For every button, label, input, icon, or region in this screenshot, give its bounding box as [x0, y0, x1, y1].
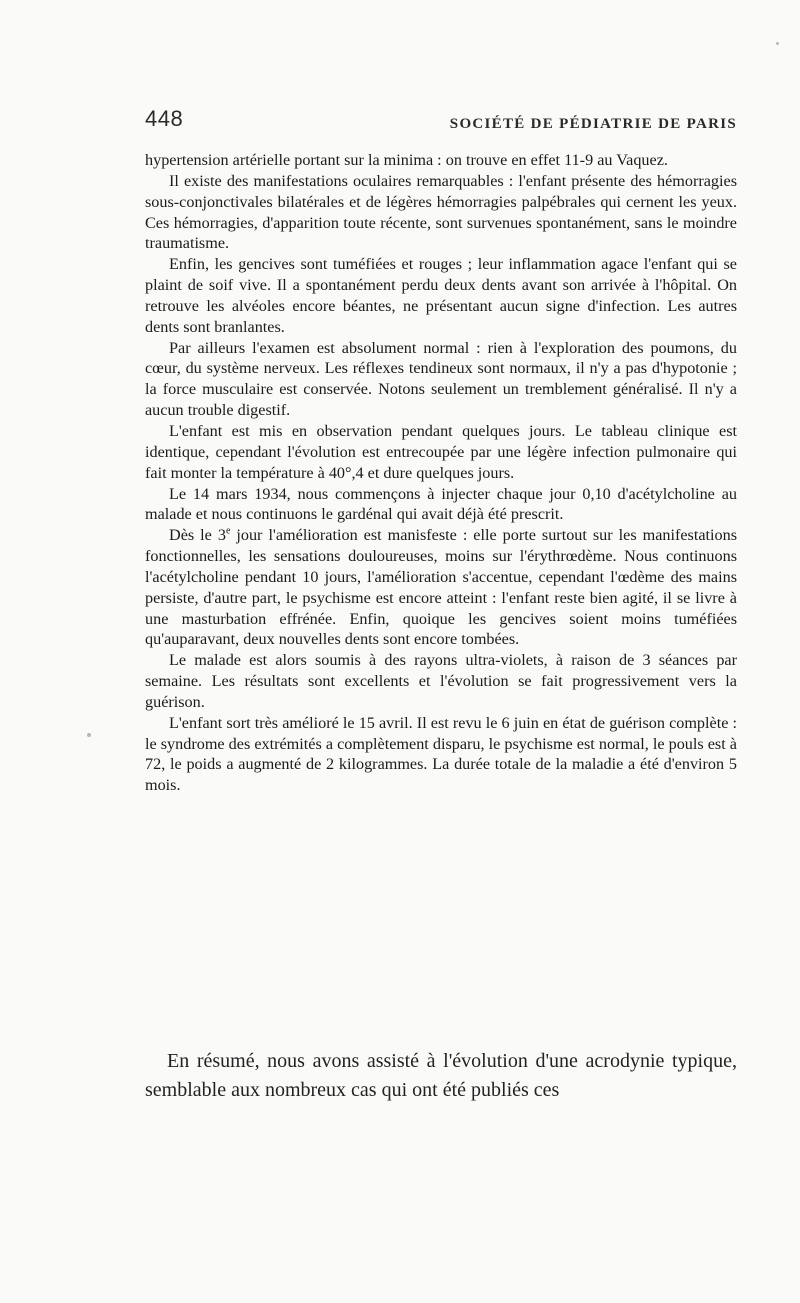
improvement-lead: Dès le 3: [169, 526, 226, 545]
ordinal-superscript: e: [225, 525, 231, 537]
page-number: 448: [145, 106, 184, 131]
paragraph-observation: L'enfant est mis en observation pendant quelques jours. Le tableau clinique est identique, cependant l'évolution est entrecoupée par une légère infection pulmonaire qui fait monter la température à 40°,4 et dure quelques jours.: [145, 421, 737, 482]
running-head: SOCIÉTÉ DE PÉDIATRIE DE PARIS: [449, 116, 737, 132]
page-header: [145, 104, 737, 136]
body-text: [145, 150, 737, 796]
paragraph-uv: Le malade est alors soumis à des rayons ultra-violets, à raison de 3 séances par semaine. Les résultats sont excellents et l'évolution se fait progressivement vers la guérison.: [145, 651, 737, 711]
improvement-body: jour l'amélioration est manisfeste : elle porte surtout sur les manifestations fonctionnelles, les sensations douloureuses, moins sur l'érythrœdème. Nous continuons l'acétylcholine pendant 10 jours, l'amélioration s'accentue, cependant l'œdème des mains persiste, d'autre part, le psychisme est encore atteint : l'enfant reste bien agité, il se livre à une masturbation effrénée. Enfin, quoique les gencives soient moins tuméfiées qu'auparavant, deux nouvelles dents sont encore tombées.: [145, 526, 738, 649]
conclusion-paragraph: En résumé, nous avons assisté à l'évolution d'une acrodynie typique, semblable aux nombreux cas qui ont été publiés ces: [145, 1050, 737, 1101]
paragraph-ocular: Il existe des manifestations oculaires remarquables : l'enfant présente des hémorragies sous-conjonctivales bilatérales et de légères hémorragies palpébrales qui cernent les yeux. Ces hémorragies, d'apparition toute récente, sont survenues spontanément, sans le moindre traumatisme.: [145, 171, 737, 253]
margin-speck: [87, 733, 91, 737]
corner-speck: [776, 42, 779, 45]
paragraph-exam: Par ailleurs l'examen est absolument normal : rien à l'exploration des poumons, du cœur, du système nerveux. Les réflexes tendineux sont normaux, il n'y a pas d'hypotonie ; la force musculaire est conservée. Notons seulement un tremblement généralisé. Il n'y a aucun trouble digestif.: [145, 338, 737, 420]
paragraph-treatment: Le 14 mars 1934, nous commençons à injecter chaque jour 0,10 d'acétylcholine au malade et nous continuons le gardénal qui avait déjà été prescrit.: [145, 484, 737, 524]
paragraph-discharge: L'enfant sort très amélioré le 15 avril. Il est revu le 6 juin en état de guérison complète : le syndrome des extrémités a complètement disparu, le psychisme est normal, le pouls est à 72, le poids a augmenté de 2 kilogrammes. La durée totale de la maladie a été d'environ 5 mois.: [145, 713, 737, 795]
paragraph-gums: Enfin, les gencives sont tuméfiées et rouges ; leur inflammation agace l'enfant qui se plaint de soif vive. Il a spontanément perdu deux dents avant son arrivée à l'hôpital. On retrouve les alvéoles encore béantes, ne présentant aucun signe d'infection. Les autres dents sont branlantes.: [145, 255, 737, 336]
paragraph-continuation: hypertension artérielle portant sur la minima : on trouve en effet 11-9 au Vaquez.: [145, 151, 668, 169]
conclusion-section: [145, 1047, 737, 1105]
paragraph-improvement: [145, 525, 737, 650]
